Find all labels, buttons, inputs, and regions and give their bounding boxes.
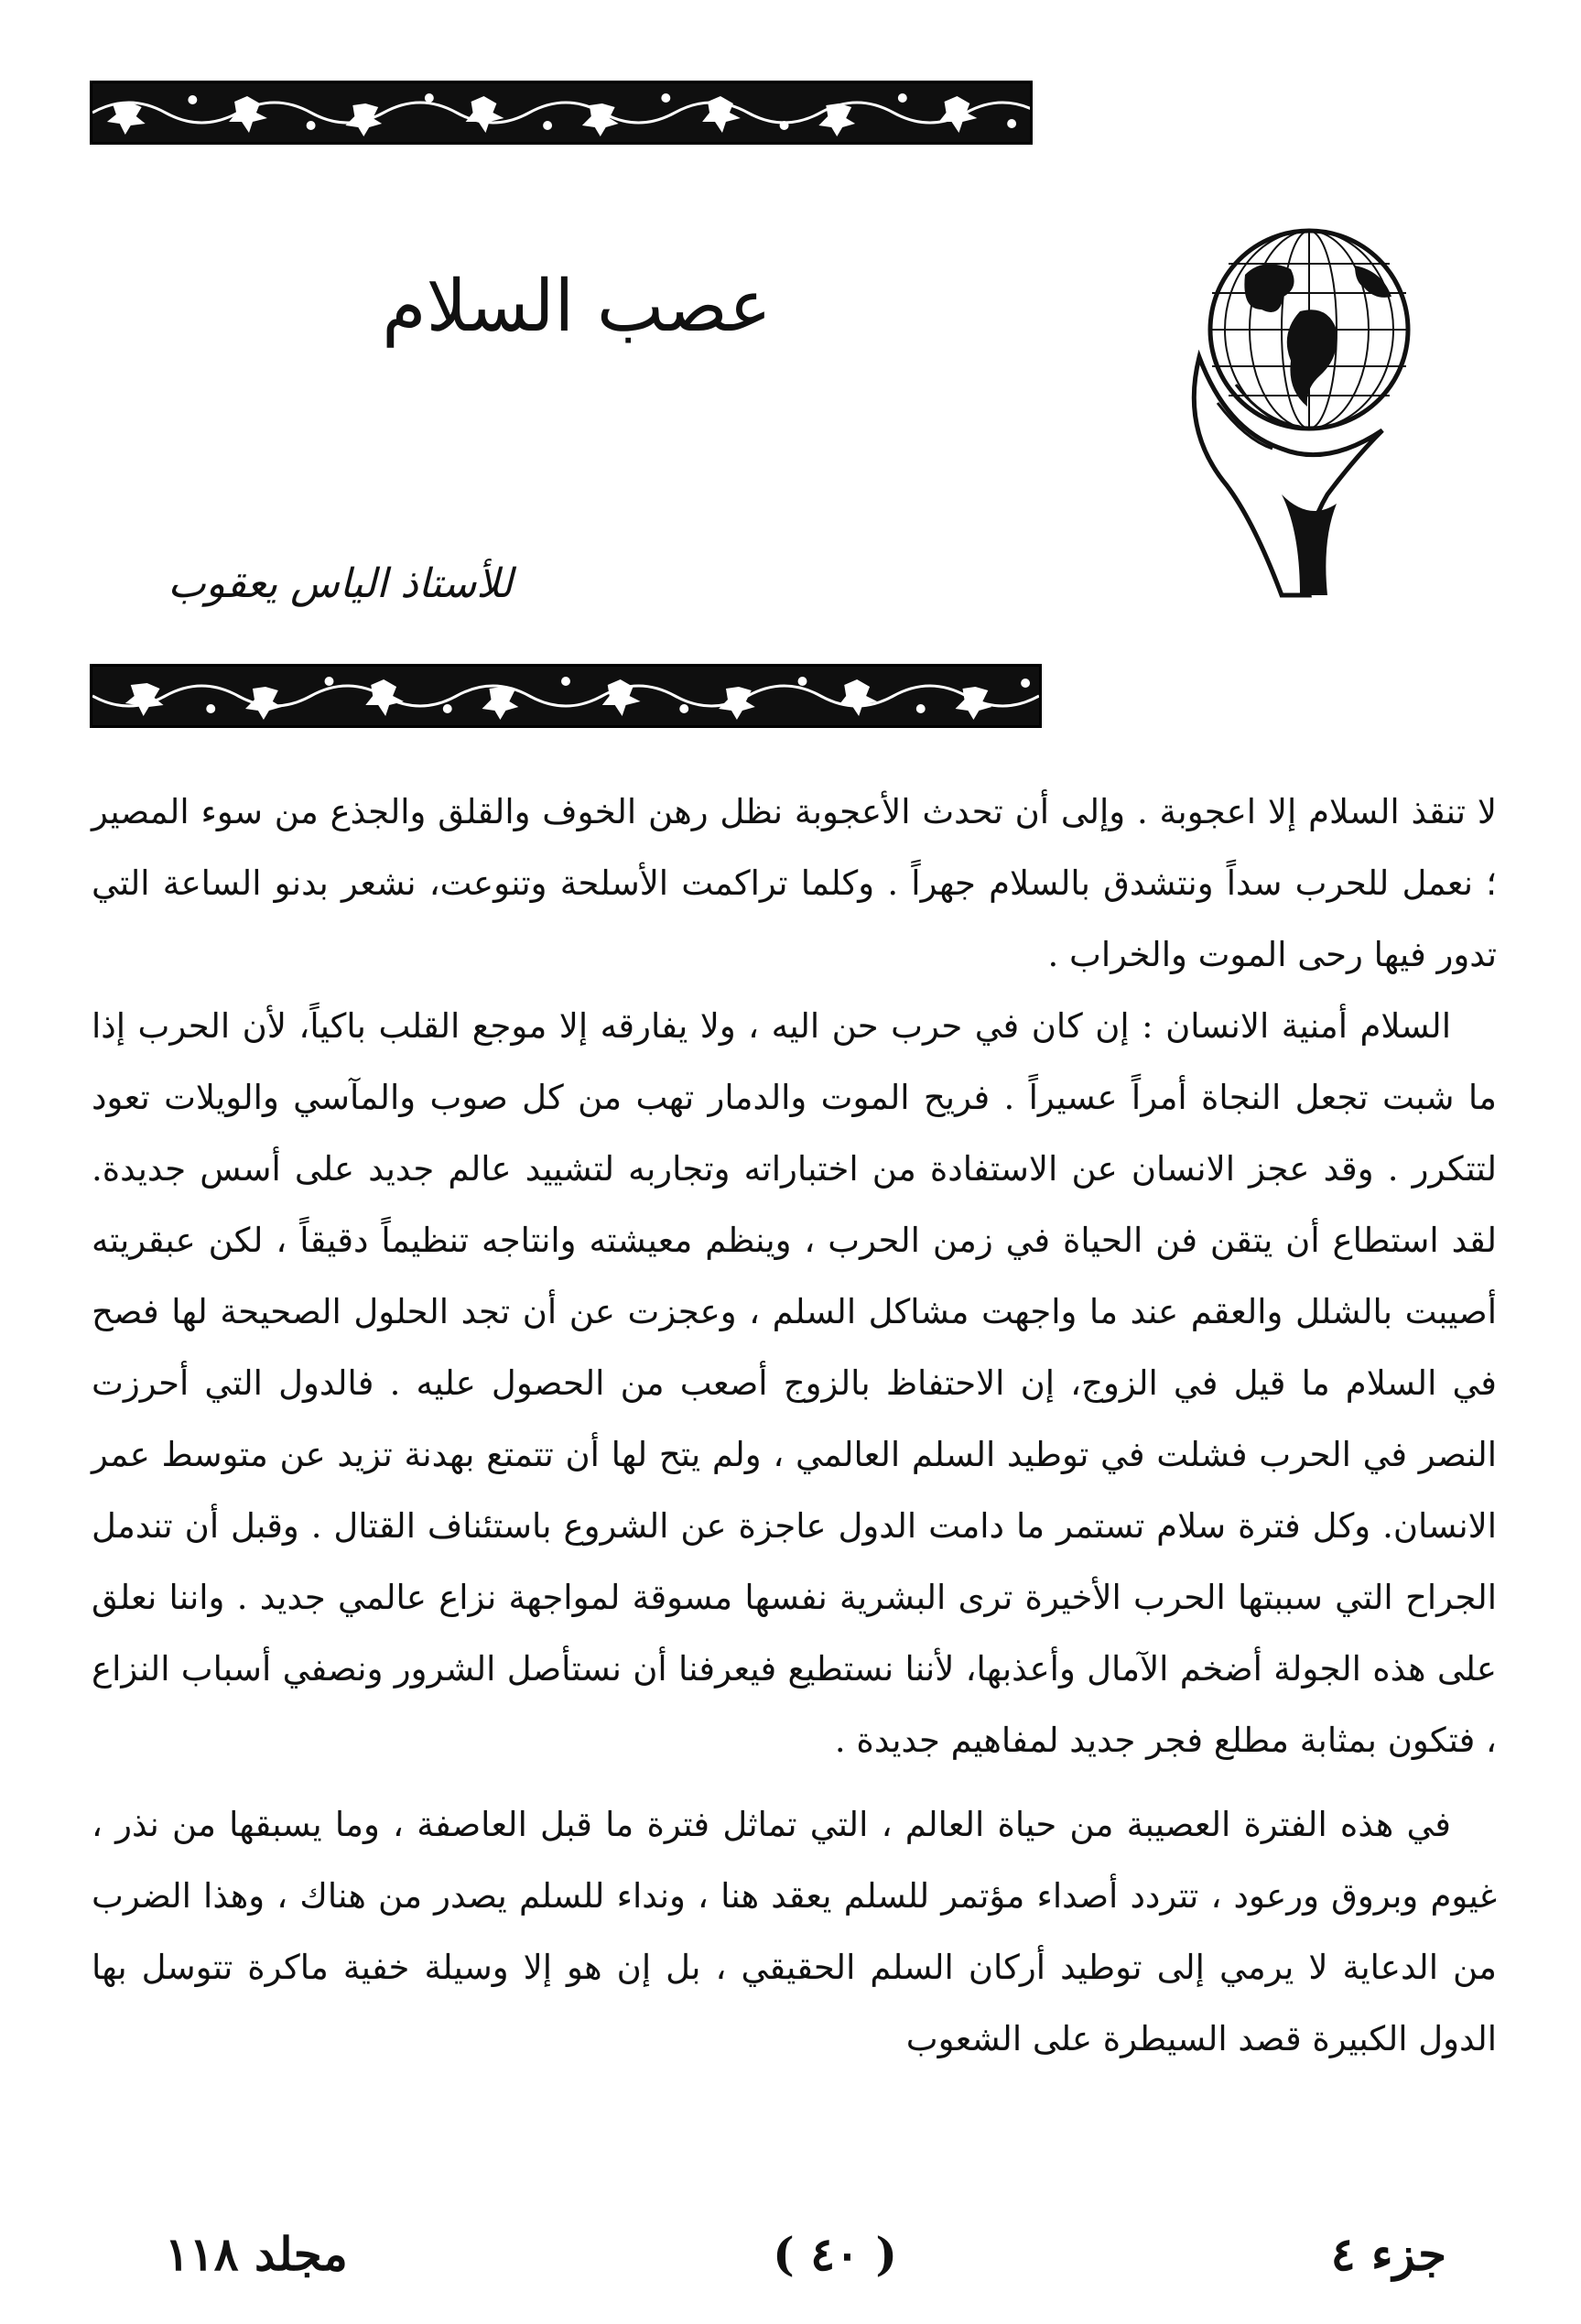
article-body xyxy=(92,776,1497,2075)
author-byline: للأستاذ الياس يعقوب xyxy=(168,560,513,607)
ornament-band-bottom xyxy=(90,664,1042,728)
paragraph-2: السلام أمنية الانسان : إن كان في حرب حن اليه ، ولا يفارقه إلا موجع القلب باكياً، لأن الحرب إذا ما شبت تجعل النجاة أمراً عسيراً . فريح الموت والدمار تهب من كل صوب والمآسي والويلات تعود لتتكرر . وقد عجز الانسان عن الاستفادة من اختباراته وتجاربه لتشييد عالم جديد على أسس جديدة. لقد استطاع أن يتقن فن الحياة في زمن الحرب ، وينظم معيشته وانتاجه تنظيماً دقيقاً ، لكن عبقريته أصيبت بالشلل والعقم عند ما واجهت مشاكل السلم ، وعجزت عن أن تجد الحلول الصحيحة لها فصح في السلام ما قيل في الزوج، إن الاحتفاظ بالزوج أصعب من الحصول عليه . فالدول التي أحرزت النصر في الحرب فشلت في توطيد السلم العالمي ، ولم يتح لها أن تتمتع بهدنة تزيد عن متوسط عمر الانسان. وكل فترة سلام تستمر ما دامت الدول عاجزة عن الشروع باستئناف القتال . وقبل أن تندمل الجراح التي سببتها الحرب الأخيرة ترى البشرية نفسها مسوقة لمواجهة نزاع عالمي جديد . واننا نعلق على هذه الجولة أضخم الآمال وأعذبها، لأننا نستطيع فيعرفنا أن نستأصل الشرور ونصفي أسباب النزاع ، فتكون بمثابة مطلع فجر جديد لمفاهيم جديدة . xyxy=(92,1006,1497,1760)
footer-page-number: ( ٤٠ ) xyxy=(773,2227,897,2281)
article-title: عصب السلام xyxy=(382,266,772,348)
footer-volume-number: مجلد ١١٨ xyxy=(165,2227,348,2281)
ornament-band-top xyxy=(90,81,1033,145)
globe-in-hand-illustration xyxy=(1181,220,1419,604)
paragraph-1: لا تنقذ السلام إلا اعجوبة . وإلى أن تحدث الأعجوبة نظل رهن الخوف والقلق والجذع من سوء المصير ؛ نعمل للحرب سداً ونتشدق بالسلام جهراً . وكلما تراكمت الأسلحة وتنوعت، نشعر بدنو الساعة التي تدور فيها رحى الموت والخراب . xyxy=(92,792,1497,974)
page-footer xyxy=(165,2227,1446,2291)
paragraph-3: في هذه الفترة العصيبة من حياة العالم ، التي تماثل فترة ما قبل العاصفة ، وما يسبقها من نذر ، غيوم وبروق ورعود ، تتردد أصداء مؤتمر للسلم يعقد هنا ، ونداء للسلم يصدر من هناك ، وهذا الضرب من الدعاية لا يرمي إلى توطيد أركان السلم الحقيقي ، بل إن هو إلا وسيلة خفية ماكرة تتوسل بها الدول الكبيرة قصد السيطرة على الشعوب xyxy=(92,1805,1497,2058)
footer-issue-number: جزء ٤ xyxy=(1330,2227,1446,2281)
